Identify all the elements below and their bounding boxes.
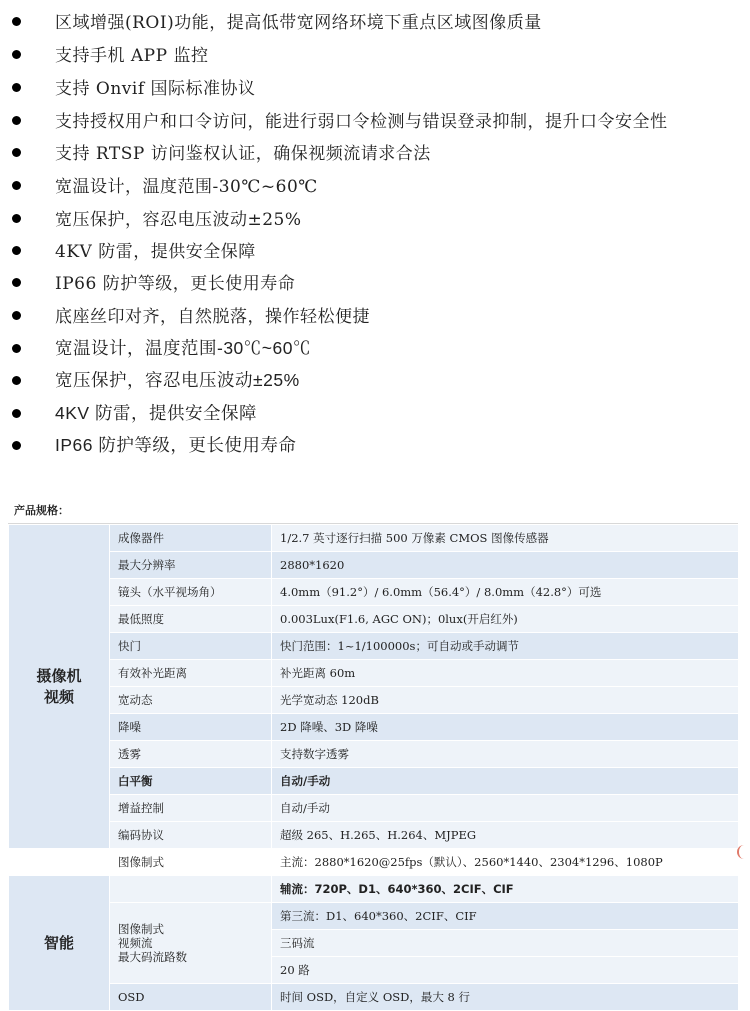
feature-text: 支持 Onvif 国际标准协议	[55, 79, 256, 99]
table-row	[9, 903, 739, 930]
spec-value: 4.0mm（91.2°）/ 6.0mm（56.4°）/ 8.0mm（42.8°）可选	[272, 579, 739, 606]
spec-label: 有效补光距离	[110, 660, 272, 687]
feature-item	[0, 202, 750, 232]
bullet-icon	[12, 441, 21, 450]
feature-item	[0, 332, 750, 362]
spec-label: 宽动态	[110, 687, 272, 714]
table-row	[9, 633, 739, 660]
table-row	[9, 525, 739, 552]
feature-text: IP66 防护等级，更长使用寿命	[55, 274, 296, 294]
bullet-icon	[12, 311, 21, 320]
feature-text: 4KV 防雷，提供安全保障	[55, 403, 257, 423]
table-row	[9, 579, 739, 606]
feature-item	[0, 234, 750, 264]
spec-group-empty	[9, 849, 110, 876]
spec-value: 2880*1620	[272, 552, 739, 579]
feature-item	[0, 169, 750, 199]
feature-item	[0, 266, 750, 296]
table-row	[9, 687, 739, 714]
bullet-icon	[12, 50, 21, 59]
spec-value: 支持数字透雾	[272, 741, 739, 768]
table-row	[9, 876, 739, 903]
spec-label: 编码协议	[110, 822, 272, 849]
table-row	[9, 714, 739, 741]
spec-value: 超级 265、H.265、H.264、MJPEG	[272, 822, 739, 849]
spec-value: 1/2.7 英寸逐行扫描 500 万像素 CMOS 图像传感器	[272, 525, 739, 552]
table-row	[9, 768, 739, 795]
bullet-icon	[12, 17, 21, 26]
feature-text: 宽压保护，容忍电压波动±25%	[55, 210, 302, 230]
feature-text: 宽温设计，温度范围-30℃~60℃	[55, 177, 318, 197]
spec-label: 图像制式 视频流 最大码流路数	[110, 903, 272, 984]
spec-label: 图像制式	[110, 849, 272, 876]
spec-label: 白平衡	[110, 768, 272, 795]
spec-value: 时间 OSD，自定义 OSD，最大 8 行	[272, 984, 739, 1011]
feature-item	[0, 299, 750, 329]
group-smart: 智能	[9, 876, 110, 1011]
feature-text: 支持 RTSP 访问鉴权认证，确保视频流请求合法	[55, 144, 431, 164]
table-row	[9, 552, 739, 579]
spec-value: 2D 降噪、3D 降噪	[272, 714, 739, 741]
table-row	[9, 795, 739, 822]
edge-mark	[737, 845, 749, 859]
bullet-icon	[12, 344, 21, 353]
feature-item	[0, 136, 750, 166]
spec-label: OSD	[110, 984, 272, 1011]
feature-text: 4KV 防雷，提供安全保障	[55, 242, 256, 262]
bullet-icon	[12, 214, 21, 223]
feature-item	[0, 364, 750, 394]
spec-value: 快门范围：1~1/100000s；可自动或手动调节	[272, 633, 739, 660]
bullet-icon	[12, 83, 21, 92]
table-row	[9, 822, 739, 849]
bullet-icon	[12, 148, 21, 157]
feature-item	[0, 397, 750, 427]
spec-label	[110, 876, 272, 903]
spec-label: 快门	[110, 633, 272, 660]
bullet-icon	[12, 278, 21, 287]
spec-label: 透雾	[110, 741, 272, 768]
spec-title: 产品规格：	[14, 504, 69, 517]
feature-item	[0, 5, 750, 35]
spec-value: 三码流	[272, 930, 739, 957]
bullet-icon	[12, 181, 21, 190]
table-row	[9, 606, 739, 633]
spec-value: 主流：2880*1620@25fps（默认）、2560*1440、2304*1296、1080P	[272, 849, 739, 876]
spec-label: 成像器件	[110, 525, 272, 552]
feature-text: 区域增强(ROI)功能，提高低带宽网络环境下重点区域图像质量	[55, 13, 542, 33]
spec-value: 20 路	[272, 957, 739, 984]
spec-value: 补光距离 60m	[272, 660, 739, 687]
spec-value: 自动/手动	[272, 795, 739, 822]
table-row	[9, 984, 739, 1011]
bullet-icon	[12, 409, 21, 418]
feature-text: 支持授权用户和口令访问，能进行弱口令检测与错误登录抑制，提升口令安全性	[55, 112, 668, 132]
feature-text: 宽压保护，容忍电压波动±25%	[55, 370, 300, 390]
bullet-icon	[12, 246, 21, 255]
feature-text: 底座丝印对齐，自然脱落，操作轻松便捷	[55, 307, 370, 327]
spec-value: 辅流：720P、D1、640*360、2CIF、CIF	[272, 876, 739, 903]
feature-text: 宽温设计，温度范围-30℃~60℃	[55, 338, 311, 358]
spec-label: 最低照度	[110, 606, 272, 633]
feature-item	[0, 104, 750, 134]
bullet-icon	[12, 376, 21, 385]
spec-value: 第三流：D1、640*360、2CIF、CIF	[272, 903, 739, 930]
spec-label: 最大分辨率	[110, 552, 272, 579]
spec-label: 降噪	[110, 714, 272, 741]
table-row	[9, 660, 739, 687]
feature-item	[0, 429, 750, 459]
spec-value: 0.003Lux(F1.6, AGC ON)；0lux(开启红外)	[272, 606, 739, 633]
bullet-icon	[12, 116, 21, 125]
spec-value: 光学宽动态 120dB	[272, 687, 739, 714]
feature-text: 支持手机 APP 监控	[55, 46, 209, 66]
spec-label: 镜头（水平视场角）	[110, 579, 272, 606]
table-row	[9, 849, 739, 876]
spec-table	[8, 524, 739, 1011]
spec-label: 增益控制	[110, 795, 272, 822]
spec-value: 自动/手动	[272, 768, 739, 795]
feature-text: IP66 防护等级，更长使用寿命	[55, 435, 297, 455]
table-row	[9, 741, 739, 768]
feature-item	[0, 38, 750, 68]
feature-item	[0, 71, 750, 101]
group-camera-video: 摄像机 视频	[9, 525, 110, 849]
